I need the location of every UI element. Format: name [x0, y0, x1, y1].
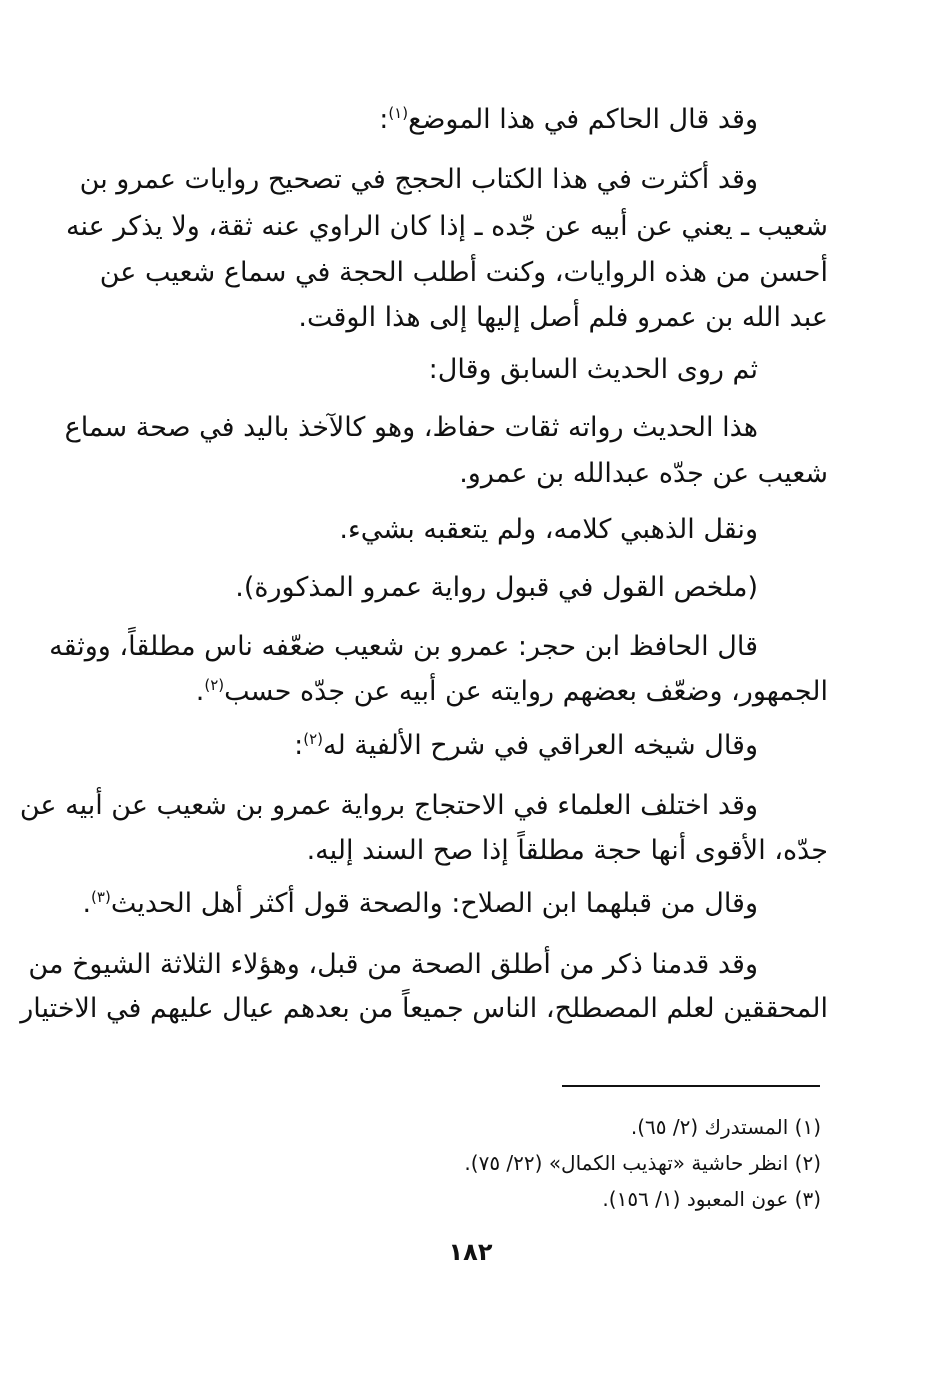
- footnote: (٣) عون المعبود (١/ ١٥٦).: [602, 1187, 821, 1211]
- text-line: وقال شيخه العراقي في شرح الألفية له$^{(٢)}$:: [294, 730, 758, 761]
- text-line: شعيب ـ يعني عن أبيه عن جّده ـ إذا كان الراوي عنه ثقة، ولا يذكر عنه: [66, 211, 828, 242]
- text-line: جدّه، الأقوى أنها حجة مطلقاً إذا صح السند إليه.: [306, 835, 828, 866]
- footnote: (٢) انظر حاشية «تهذيب الكمال» (٢٢/ ٧٥).: [464, 1151, 821, 1175]
- text-line: (ملخص القول في قبول رواية عمرو المذكورة).: [235, 572, 758, 603]
- text-line: أحسن من هذه الروايات، وكنت أطلب الحجة في سماع شعيب عن: [99, 257, 828, 288]
- footnote-ref: (٢): [204, 676, 225, 694]
- text-line: هذا الحديث رواته ثقات حفاظ، وهو كالآخذ باليد في صحة سماع: [64, 412, 758, 443]
- text-line: المحققين لعلم المصطلح، الناس جميعاً من بعدهم عيال عليهم في الاختيار: [20, 993, 828, 1024]
- text-line: وقد قدمنا ذكر من أطلق الصحة من قبل، وهؤلاء الثلاثة الشيوخ من: [28, 949, 758, 980]
- text-line: ثم روى الحديث السابق وقال:: [428, 354, 758, 385]
- text-line: شعيب عن جدّه عبدالله بن عمرو.: [459, 458, 828, 489]
- footnote-ref: (٣): [91, 888, 111, 906]
- text-line: وقد اختلف العلماء في الاحتجاج برواية عمرو بن شعيب عن أبيه عن: [19, 790, 758, 821]
- text-line: الجمهور، وضعّف بعضهم روايته عن أبيه عن جدّه حسب$^{(٢)}$.: [195, 676, 828, 707]
- text-line: وقد أكثرت في هذا الكتاب الحجج في تصحيح روايات عمرو بن: [79, 164, 758, 195]
- footnote-ref: (٢): [303, 730, 323, 748]
- text-line: وقد قال الحاكم في هذا الموضع$^{(١)}$:: [379, 104, 758, 135]
- text-line: عبد الله بن عمرو فلم أصل إليها إلى هذا الوقت.: [298, 302, 828, 333]
- text-line: ونقل الذهبي كلامه، ولم يتعقبه بشيء.: [339, 514, 758, 545]
- footnote: (١) المستدرك (٢/ ٦٥).: [630, 1115, 821, 1139]
- page-number: ١٨٢: [448, 1238, 493, 1266]
- text-line: قال الحافظ ابن حجر: عمرو بن شعيب ضعّفه ناس مطلقاً، ووثقه: [49, 631, 758, 662]
- footnote-ref: (١): [388, 104, 409, 122]
- text-line: وقال من قبلهما ابن الصلاح: والصحة قول أكثر أهل الحديث$^{(٣)}$.: [82, 888, 758, 919]
- footnote-separator: [562, 1085, 820, 1087]
